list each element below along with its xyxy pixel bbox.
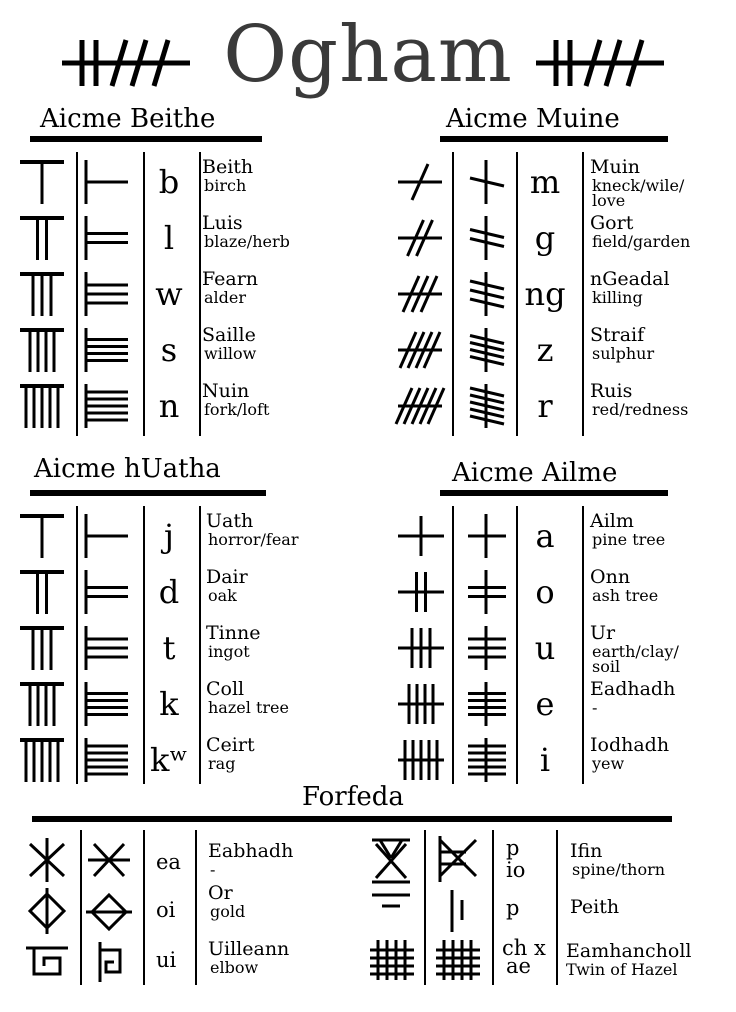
letter-meaning: birch	[204, 176, 247, 195]
forfeda-letter-secondary: io	[506, 858, 526, 882]
ogham-stemless-icon	[82, 384, 130, 428]
uilleann-stemline-icon	[26, 946, 68, 976]
ogham-stemless-icon	[464, 738, 512, 782]
letter-name: Eadhadh	[590, 678, 676, 700]
forfeda-letter: ui	[156, 948, 177, 972]
transliteration-letter: n	[158, 387, 180, 425]
letter-name: Uath	[206, 510, 254, 532]
transliteration-letter: e	[535, 685, 555, 723]
ogham-stemline-icon	[20, 216, 66, 260]
forfeda-letter-secondary: ae	[506, 954, 531, 978]
aicme-rule	[440, 490, 668, 496]
ogham-stemline-icon	[398, 272, 444, 316]
ogham-stemless-icon	[464, 272, 512, 316]
letter-meaning: alder	[204, 288, 247, 307]
forfeda-meaning: -	[210, 860, 216, 879]
aicme-heading: Aicme hUatha	[34, 454, 221, 484]
letter-meaning: -	[592, 698, 598, 717]
letter-meaning: rag	[208, 754, 236, 773]
forfeda-letter: ch x	[502, 936, 546, 960]
aicme-heading: Aicme Muine	[446, 104, 620, 134]
column-divider	[452, 152, 454, 436]
forfeda-name: Peith	[570, 896, 620, 918]
letter-name: Ceirt	[206, 734, 255, 756]
letter-name: Iodhadh	[590, 734, 670, 756]
ogham-stemless-icon	[464, 514, 512, 558]
ogham-stemline-icon	[398, 160, 444, 204]
column-divider	[582, 152, 584, 436]
ogham-stemless-icon	[82, 216, 130, 260]
ogham-stemline-icon	[398, 682, 444, 726]
ogham-stemless-icon	[82, 570, 130, 614]
column-divider	[516, 152, 518, 436]
transliteration-letter: w	[155, 275, 183, 313]
letter-meaning: killing	[592, 288, 643, 307]
forfeda-letter: oi	[156, 898, 176, 922]
letter-meaning: earth/clay/ soil	[592, 642, 679, 676]
eamhancholl-stemline-icon	[370, 940, 414, 980]
forfeda-name: Uilleann	[208, 938, 290, 960]
aicme-rule	[30, 136, 262, 142]
forfeda-letter: p	[506, 896, 520, 920]
peith-stemline-icon	[370, 892, 412, 912]
letter-name: Coll	[206, 678, 245, 700]
ogham-stemless-icon	[464, 216, 512, 260]
ifin-stemless-icon	[436, 836, 480, 882]
column-divider	[143, 152, 145, 436]
forfeda-divider	[424, 830, 426, 985]
forfeda-name: Ifin	[570, 840, 603, 862]
peith-stemless-icon	[448, 890, 468, 932]
letter-meaning: sulphur	[592, 344, 655, 363]
ogham-stemless-icon	[82, 738, 130, 782]
ogham-stemline-icon	[20, 384, 66, 428]
letter-name: Fearn	[202, 268, 259, 290]
letter-meaning: field/garden	[592, 232, 691, 251]
ogham-stemline-icon	[398, 514, 444, 558]
aicme-rule	[30, 490, 266, 496]
letter-name: Saille	[202, 324, 256, 346]
uilleann-stemless-icon	[94, 942, 126, 982]
letter-meaning: hazel tree	[208, 698, 289, 717]
column-divider	[76, 506, 78, 784]
letter-name: nGeadal	[590, 268, 670, 290]
ogham-stemline-icon	[20, 272, 66, 316]
transliteration-letter: z	[536, 331, 554, 369]
forfeda-divider	[556, 830, 558, 985]
forfeda-letter: ea	[156, 850, 181, 874]
transliteration-letter: m	[529, 163, 561, 201]
ogham-stemline-icon	[20, 682, 66, 726]
column-divider	[452, 506, 454, 784]
transliteration-letter: o	[535, 573, 555, 611]
ogham-stemless-icon	[464, 682, 512, 726]
transliteration-letter: d	[158, 573, 180, 611]
column-divider	[143, 506, 145, 784]
column-divider	[582, 506, 584, 784]
letter-name: Straif	[590, 324, 645, 346]
transliteration-letter: r	[537, 387, 553, 425]
transliteration-letter: g	[534, 219, 556, 257]
transliteration-letter: k	[159, 685, 179, 723]
transliteration-letter: t	[162, 629, 176, 667]
ogham-stemless-icon	[464, 160, 512, 204]
ogham-stemline-icon	[20, 626, 66, 670]
letter-meaning: ash tree	[592, 586, 659, 605]
forfeda-name: Or	[208, 882, 233, 904]
forfeda-divider	[143, 830, 145, 985]
letter-name: Nuin	[202, 380, 250, 402]
ogham-stemline-icon	[20, 328, 66, 372]
eabhadh-stemline-icon	[26, 838, 68, 882]
ogham-stemless-icon	[464, 384, 512, 428]
letter-meaning: blaze/herb	[204, 232, 290, 251]
aicme-heading: Aicme Ailme	[452, 458, 618, 488]
transliteration-letter: s	[160, 331, 178, 369]
letter-name: Beith	[202, 156, 254, 178]
letter-meaning: willow	[204, 344, 257, 363]
ogham-stemline-icon	[398, 216, 444, 260]
letter-name: Muin	[590, 156, 641, 178]
letter-meaning: oak	[208, 586, 237, 605]
forfeda-meaning: elbow	[210, 958, 259, 977]
ifin-stemline-icon	[370, 838, 412, 884]
letter-name: Onn	[590, 566, 631, 588]
or-stemless-icon	[86, 892, 132, 932]
transliteration-letter: kʷ	[149, 741, 189, 779]
forfeda-meaning: gold	[210, 902, 246, 921]
ogham-stemline-icon	[398, 328, 444, 372]
forfeda-meaning: Twin of Hazel	[566, 960, 678, 979]
ogham-stemline-icon	[398, 384, 444, 428]
forfeda-heading: Forfeda	[302, 782, 404, 812]
ogham-stemless-icon	[82, 682, 130, 726]
letter-meaning: pine tree	[592, 530, 666, 549]
title-ogham-left-icon	[62, 36, 192, 90]
page-title: Ogham	[223, 10, 513, 100]
transliteration-letter: u	[534, 629, 556, 667]
ogham-stemless-icon	[82, 160, 130, 204]
ogham-stemline-icon	[398, 738, 444, 782]
letter-meaning: horror/fear	[208, 530, 299, 549]
ogham-stemless-icon	[82, 626, 130, 670]
ogham-stemline-icon	[20, 738, 66, 782]
ogham-stemline-icon	[20, 514, 66, 558]
ogham-stemless-icon	[82, 328, 130, 372]
letter-name: Tinne	[206, 622, 261, 644]
ogham-stemline-icon	[20, 160, 66, 204]
transliteration-letter: l	[163, 219, 175, 257]
transliteration-letter: ng	[524, 275, 566, 313]
letter-name: Ailm	[590, 510, 634, 532]
transliteration-letter: j	[164, 517, 174, 555]
letter-meaning: yew	[592, 754, 625, 773]
aicme-heading: Aicme Beithe	[40, 104, 216, 134]
eabhadh-stemless-icon	[88, 838, 130, 882]
transliteration-letter: a	[535, 517, 555, 555]
letter-meaning: ingot	[208, 642, 250, 661]
forfeda-meaning: spine/thorn	[572, 860, 666, 879]
letter-name: Ruis	[590, 380, 633, 402]
or-stemline-icon	[26, 888, 68, 934]
letter-name: Gort	[590, 212, 634, 234]
ogham-stemline-icon	[20, 570, 66, 614]
ogham-stemline-icon	[398, 570, 444, 614]
forfeda-rule	[32, 816, 672, 822]
column-divider	[199, 506, 201, 784]
forfeda-name: Eabhadh	[208, 840, 294, 862]
letter-name: Dair	[206, 566, 248, 588]
letter-name: Ur	[590, 622, 616, 644]
forfeda-divider	[195, 830, 197, 985]
ogham-stemless-icon	[82, 272, 130, 316]
ogham-stemline-icon	[398, 626, 444, 670]
transliteration-letter: i	[539, 741, 551, 779]
eamhancholl-stemless-icon	[436, 940, 480, 980]
ogham-stemless-icon	[464, 570, 512, 614]
letter-meaning: red/redness	[592, 400, 689, 419]
forfeda-letter: p	[506, 836, 520, 860]
ogham-stemless-icon	[82, 514, 130, 558]
title-ogham-right-icon	[536, 36, 666, 90]
column-divider	[76, 152, 78, 436]
transliteration-letter: b	[158, 163, 180, 201]
letter-meaning: fork/loft	[204, 400, 270, 419]
forfeda-divider	[492, 830, 494, 985]
letter-meaning: kneck/wile/ love	[592, 176, 685, 210]
forfeda-name: Eamhancholl	[566, 940, 692, 962]
aicme-rule	[440, 136, 668, 142]
column-divider	[516, 506, 518, 784]
forfeda-divider	[80, 830, 82, 985]
column-divider	[199, 152, 201, 436]
letter-name: Luis	[202, 212, 243, 234]
ogham-stemless-icon	[464, 626, 512, 670]
ogham-stemless-icon	[464, 328, 512, 372]
